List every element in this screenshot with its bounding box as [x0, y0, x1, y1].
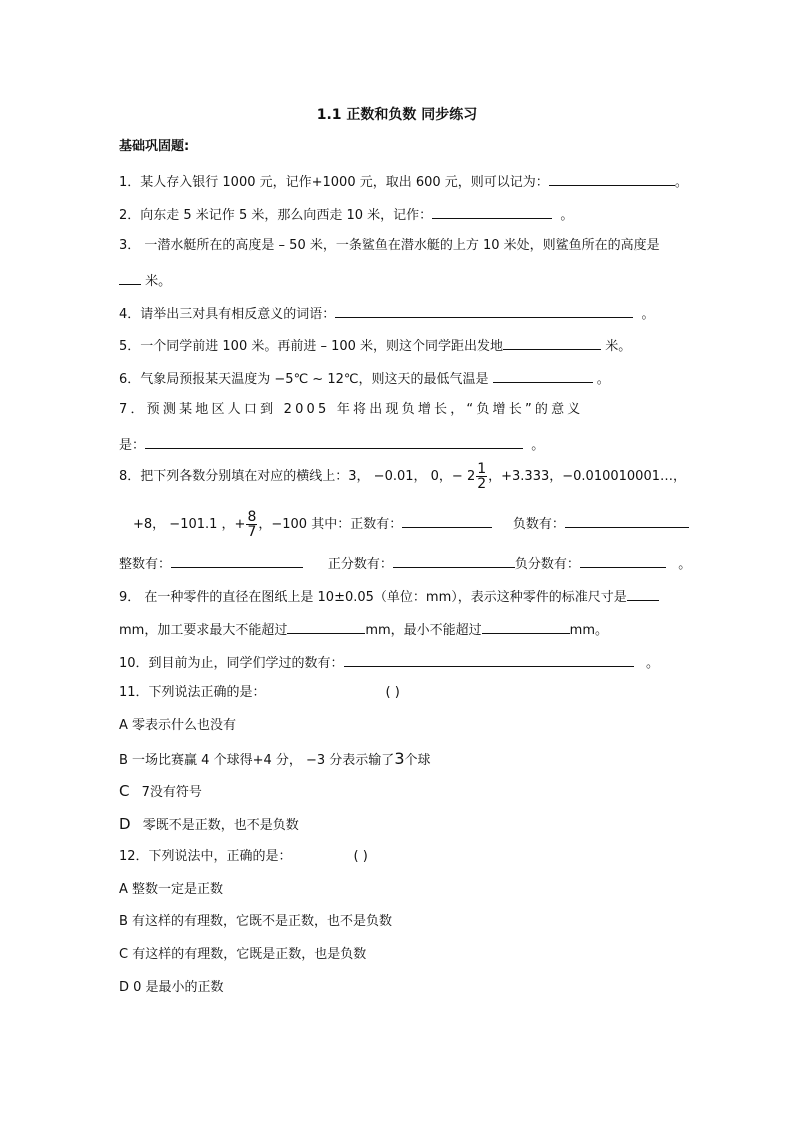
answer-blank[interactable] — [503, 335, 601, 350]
option-c[interactable] — [119, 782, 202, 802]
question-6-text: 6．气象局预报某天温度为 −5℃ ~ 12℃，则这天的最低气温是 — [119, 372, 489, 387]
question-3-line-2 — [119, 270, 171, 291]
fraction-eight-sevenths — [246, 510, 257, 539]
question-9-line-2 — [119, 619, 608, 640]
question-5-text: 5．一个同学前进 100 米。再前进 – 100 米，则这个同学距出发地 — [119, 339, 504, 354]
question-3-unit: 米。 — [145, 274, 172, 289]
question-8-line-3 — [119, 553, 691, 574]
negative-numbers-blank[interactable] — [565, 513, 689, 528]
question-4 — [119, 303, 655, 324]
question-5 — [119, 335, 631, 356]
question-11-stem — [119, 684, 400, 702]
fraction-denominator: 2 — [477, 476, 487, 492]
question-8-negative-label: 负数有： — [512, 517, 565, 532]
question-8-positive-fraction-label: 正分数有： — [327, 557, 393, 572]
question-10-text: 10．到目前为止，同学们学过的数有： — [119, 656, 344, 671]
answer-blank[interactable] — [493, 368, 593, 383]
punct: 。 — [674, 175, 688, 190]
question-1-text: 1．某人存入银行 1000 元，记作+1000 元，取出 600 元，则可以记为： — [119, 175, 549, 190]
option-c-text: 7没有符号 — [141, 785, 202, 800]
question-2 — [119, 204, 573, 225]
fraction-denominator: 7 — [247, 524, 257, 540]
option-d-text: 零既不是正数，也不是负数 — [142, 818, 299, 833]
question-2-text: 2．向东走 5 米记作 5 米，那么向西走 10 米，记作： — [119, 208, 433, 223]
fraction-numerator: 1 — [477, 461, 487, 477]
fraction-numerator: 8 — [247, 509, 257, 525]
option-d[interactable] — [119, 815, 299, 835]
question-5-unit: 米。 — [605, 339, 632, 354]
question-12-text: 12．下列说法中，正确的是： — [119, 849, 292, 864]
negative-fractions-blank[interactable] — [580, 553, 666, 568]
option-a[interactable]: A 整数一定是正数 — [119, 882, 224, 897]
option-a[interactable]: A 零表示什么也没有 — [119, 718, 237, 733]
question-1 — [119, 171, 688, 192]
option-b-text: B 一场比赛赢 4 个球得+4 分， −3 分表示输了 — [119, 753, 395, 768]
page-title: 1.1 正数和负数 同步练习 — [316, 107, 478, 123]
question-7-line-1: 7．预测某地区人口到 2005 年将出现负增长，“负增长”的意义 — [119, 402, 584, 417]
punct: 。 — [645, 656, 659, 671]
min-size-blank[interactable] — [482, 619, 570, 634]
option-b[interactable] — [119, 750, 431, 770]
option-d[interactable]: D 0 是最小的正数 — [119, 980, 224, 995]
answer-blank[interactable] — [335, 303, 633, 318]
answer-blank[interactable] — [549, 171, 675, 186]
option-b-suffix: 个球 — [404, 753, 431, 768]
question-12-stem — [119, 848, 368, 866]
question-6 — [119, 368, 610, 389]
integers-blank[interactable] — [171, 553, 303, 568]
fraction-one-half — [476, 462, 487, 491]
answer-parentheses[interactable]: ( ) — [385, 685, 400, 700]
option-letter: C — [119, 782, 130, 800]
question-7-line-2 — [119, 434, 544, 455]
question-8-positive-label: ，−100 其中：正数有： — [258, 517, 403, 532]
answer-blank[interactable] — [432, 204, 552, 219]
option-letter: D — [119, 815, 131, 833]
question-8-integer-label: 整数有： — [119, 557, 172, 572]
positive-numbers-blank[interactable] — [402, 513, 492, 528]
punct: 。 — [560, 208, 574, 223]
question-8-line-2 — [133, 508, 689, 542]
punct: 。 — [678, 557, 692, 572]
question-8-line-1 — [119, 460, 686, 494]
answer-parentheses[interactable]: ( ) — [353, 849, 368, 864]
max-size-blank[interactable] — [287, 619, 365, 634]
option-b[interactable]: B 有这样的有理数，它既不是正数，也不是负数 — [119, 914, 393, 929]
answer-blank[interactable] — [344, 652, 634, 667]
question-10 — [119, 652, 659, 673]
question-4-text: 4．请举出三对具有相反意义的词语： — [119, 307, 336, 322]
answer-blank[interactable] — [119, 270, 141, 285]
option-c[interactable]: C 有这样的有理数，它既是正数，也是负数 — [119, 947, 367, 962]
question-8-numbers-a: 8．把下列各数分别填在对应的横线上：3， −0.01， 0，− 2 — [119, 469, 476, 484]
question-9-max-label: mm，加工要求最大不能超过 — [119, 623, 288, 638]
question-9-unit: mm。 — [569, 623, 608, 638]
standard-size-blank[interactable] — [627, 586, 659, 601]
question-11-text: 11．下列说法正确的是： — [119, 685, 266, 700]
option-b-number: 3 — [394, 749, 405, 768]
question-7-prefix: 是： — [119, 438, 146, 453]
positive-fractions-blank[interactable] — [393, 553, 515, 568]
punct: 。 — [641, 307, 655, 322]
question-8-negative-fraction-label: 负分数有： — [514, 557, 580, 572]
question-9-text: 9． 在一种零件的直径在图纸上是 10±0.05（单位：mm），表示这种零件的标准尺寸是 — [119, 590, 627, 605]
question-9-line-1 — [119, 586, 659, 607]
section-heading: 基础巩固题: — [119, 139, 190, 154]
answer-blank[interactable] — [145, 434, 523, 449]
question-3-line-1: 3． 一潜水艇所在的高度是 – 50 米，一条鲨鱼在潜水艇的上方 10 米处，则鲨鱼所在的高度是 — [119, 238, 660, 253]
question-9-min-label: mm，最小不能超过 — [365, 623, 482, 638]
question-8-numbers-b: ，+3.333，−0.010010001…， — [488, 469, 686, 484]
question-8-numbers-c: +8， −101.1 ，+ — [133, 517, 246, 532]
punct: 。 — [531, 438, 545, 453]
punct: 。 — [596, 372, 610, 387]
